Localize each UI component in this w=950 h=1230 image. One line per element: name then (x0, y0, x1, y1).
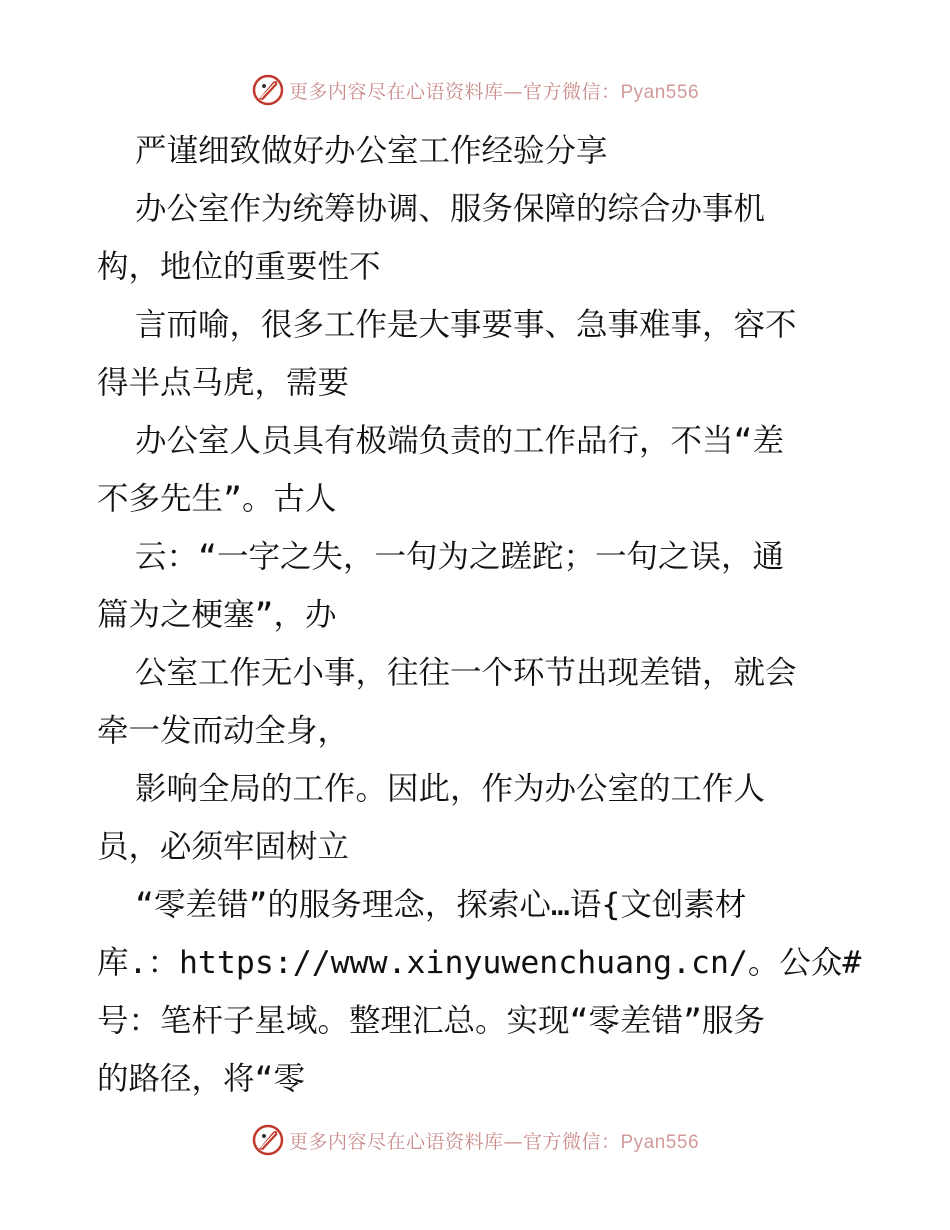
paragraph-line: 篇为之梗塞”，办 (97, 597, 337, 633)
paragraph-line: 影响全局的工作。因此，作为办公室的工作人 (135, 771, 766, 807)
header-watermark (0, 72, 950, 108)
paragraph-line: 得半点马虎，需要 (97, 365, 350, 401)
watermark-text: 更多内容尽在心语资料库—官方微信：Pyan556 (288, 80, 700, 103)
paragraph-line: 不多先生”。古人 (97, 481, 337, 517)
watermark-text: 更多内容尽在心语资料库—官方微信：Pyan556 (288, 1130, 700, 1153)
paragraph-line: 云：“一字之失，一句为之蹉跎；一句之误，通 (135, 539, 784, 575)
quill-logo-icon (251, 73, 285, 107)
quill-logo-icon (251, 1123, 285, 1157)
paragraph-line: 办公室人员具有极端负责的工作品行，不当“差 (135, 423, 784, 459)
paragraph-line: 员，必须牢固树立 (97, 829, 350, 865)
paragraph-line: 牵一发而动全身， (97, 713, 350, 749)
paragraph-line: 号：笔杆子星域。整理汇总。实现“零差错”服务 (97, 1003, 765, 1039)
paragraph-line: 办公室作为统筹协调、服务保障的综合办事机 (135, 191, 766, 227)
paragraph-line: 构，地位的重要性不 (97, 249, 381, 285)
footer-watermark (0, 1122, 950, 1158)
paragraph-line: 严谨细致做好办公室工作经验分享 (135, 133, 608, 169)
paragraph-line: “零差错”的服务理念，探索心…语{文创素材 (135, 887, 747, 923)
paragraph-line: 公室工作无小事，往往一个环节出现差错，就会 (135, 655, 797, 691)
paragraph-line: 库.：https://www.xinyuwenchuang.cn/。公众# (97, 945, 862, 981)
paragraph-line: 的路径，将“零 (97, 1061, 305, 1097)
paragraph-line: 言而喻，很多工作是大事要事、急事难事，容不 (135, 307, 797, 343)
document-body (97, 122, 862, 1108)
